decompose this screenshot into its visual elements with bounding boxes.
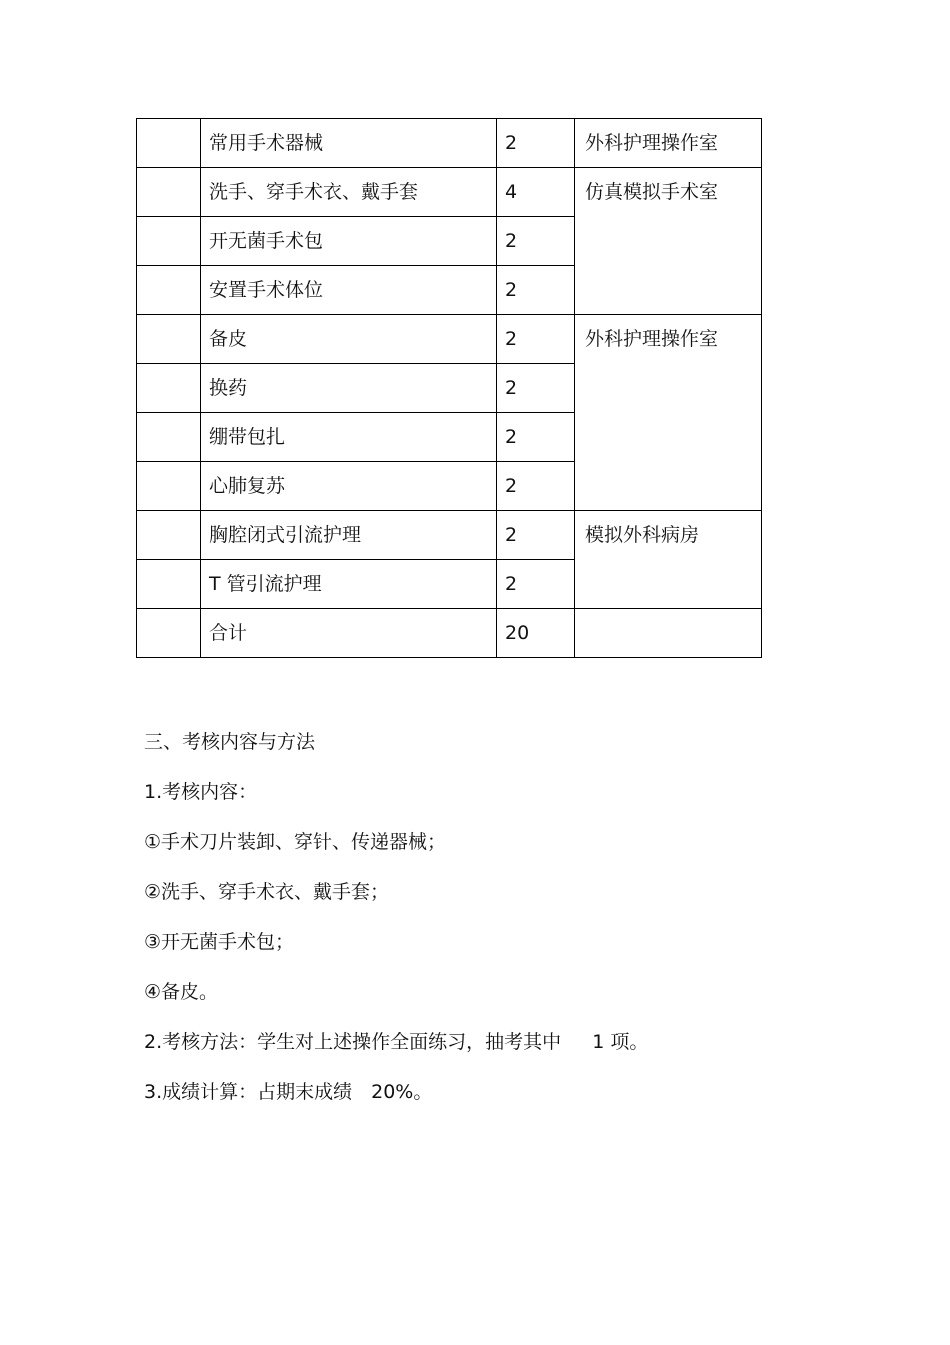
table-row <box>137 315 762 364</box>
practice-schedule-table <box>136 118 762 658</box>
item-cell: 心肺复苏 <box>201 462 497 511</box>
hours-cell: 20 <box>497 609 575 658</box>
location-cell <box>575 609 762 658</box>
method-text: 2.考核方法：学生对上述操作全面练习，抽考其中 1 项。 <box>144 1031 649 1053</box>
location-cell: 仿真模拟手术室 <box>575 168 762 315</box>
hours-cell: 2 <box>497 119 575 168</box>
index-cell <box>137 560 201 609</box>
table-row <box>137 511 762 560</box>
table-row-total <box>137 609 762 658</box>
content-item: ②洗手、穿手术衣、戴手套； <box>144 881 390 903</box>
hours-cell: 4 <box>497 168 575 217</box>
table-row <box>137 119 762 168</box>
index-cell <box>137 217 201 266</box>
hours-cell: 2 <box>497 462 575 511</box>
item-cell: T 管引流护理 <box>201 560 497 609</box>
grading-text: 3.成绩计算：占期末成绩 20%。 <box>144 1081 433 1103</box>
hours-cell: 2 <box>497 560 575 609</box>
hours-cell: 2 <box>497 266 575 315</box>
hours-cell: 2 <box>497 217 575 266</box>
index-cell <box>137 462 201 511</box>
hours-cell: 2 <box>497 511 575 560</box>
hours-cell: 2 <box>497 315 575 364</box>
item-cell: 常用手术器械 <box>201 119 497 168</box>
content-item: ④备皮。 <box>144 981 219 1003</box>
practice-schedule-table-wrapper <box>136 118 762 658</box>
item-cell: 开无菌手术包 <box>201 217 497 266</box>
index-cell <box>137 266 201 315</box>
content-item: ③开无菌手术包； <box>144 931 295 953</box>
item-cell: 绷带包扎 <box>201 413 497 462</box>
item-cell: 安置手术体位 <box>201 266 497 315</box>
item-cell: 胸腔闭式引流护理 <box>201 511 497 560</box>
hours-cell: 2 <box>497 364 575 413</box>
item-cell: 换药 <box>201 364 497 413</box>
content-item: ①手术刀片装卸、穿针、传递器械； <box>144 831 447 853</box>
index-cell <box>137 168 201 217</box>
item-cell: 合计 <box>201 609 497 658</box>
location-cell: 模拟外科病房 <box>575 511 762 609</box>
table-row <box>137 168 762 217</box>
location-cell: 外科护理操作室 <box>575 119 762 168</box>
index-cell <box>137 511 201 560</box>
index-cell <box>137 364 201 413</box>
section-heading: 三、考核内容与方法 <box>144 731 316 753</box>
item-cell: 洗手、穿手术衣、戴手套 <box>201 168 497 217</box>
item-cell: 备皮 <box>201 315 497 364</box>
hours-cell: 2 <box>497 413 575 462</box>
index-cell <box>137 119 201 168</box>
index-cell <box>137 609 201 658</box>
assessment-section <box>144 730 904 1130</box>
location-cell: 外科护理操作室 <box>575 315 762 511</box>
content-title: 1.考核内容： <box>144 781 258 803</box>
index-cell <box>137 315 201 364</box>
index-cell <box>137 413 201 462</box>
